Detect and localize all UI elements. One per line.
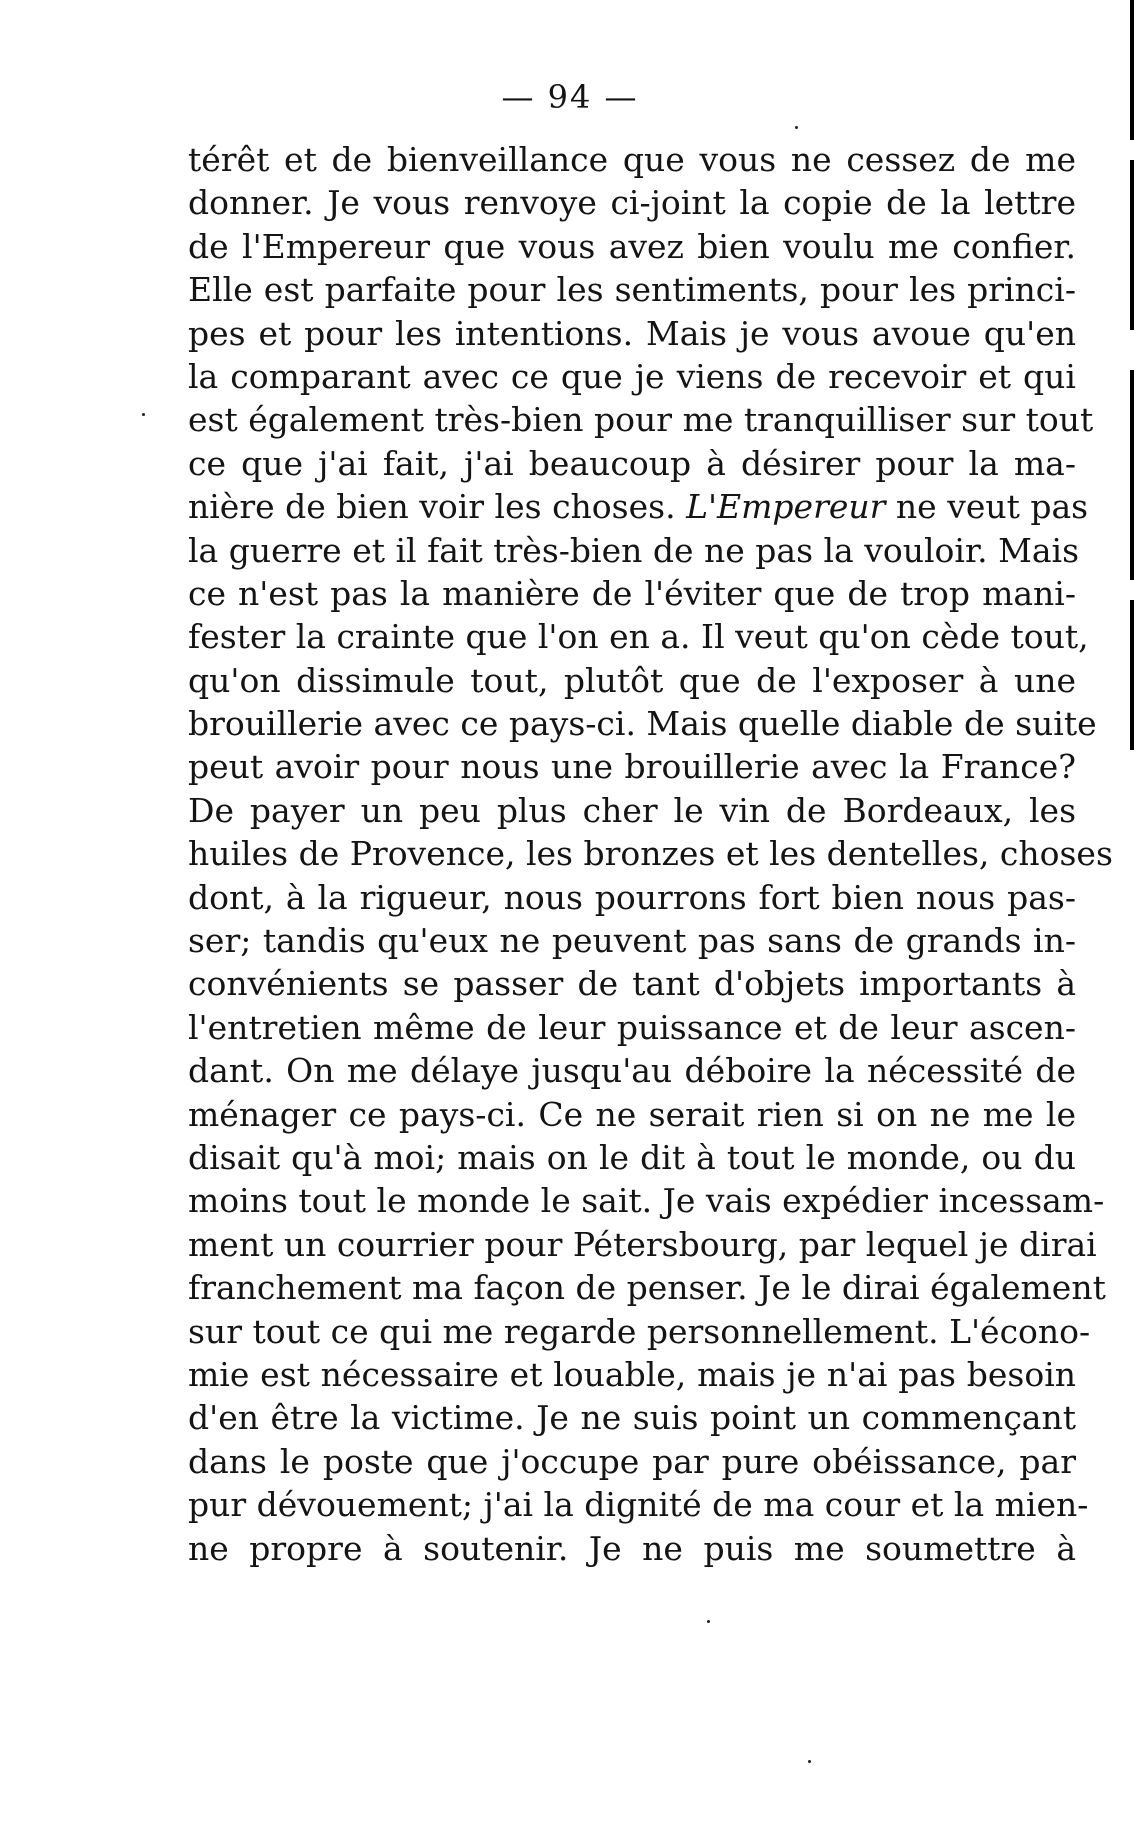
- text-segment: ne veut pas: [895, 487, 1089, 527]
- body-text: [188, 138, 1113, 1570]
- text-line: peut avoir pour nous une brouillerie avec la France?: [188, 747, 1076, 787]
- scan-speck: [142, 413, 145, 416]
- text-line-emperor: [188, 485, 1089, 528]
- text-line: ce que j'ai fait, j'ai beaucoup à désirer pour la ma-: [188, 443, 1076, 483]
- text-line: la comparant avec ce que je viens de recevoir et qui: [188, 356, 1076, 396]
- scan-speck: [795, 126, 798, 129]
- text-line: De payer un peu plus cher le vin de Bordeaux, les: [188, 790, 1076, 830]
- text-line: Elle est parfaite pour les sentiments, pour les princi-: [188, 270, 1076, 310]
- scan-edge-mark: [1130, 370, 1134, 580]
- text-line: ser; tandis qu'eux ne peuvent pas sans de grands in-: [188, 921, 1076, 961]
- text-line: pes et pour les intentions. Mais je vous avoue qu'en: [188, 313, 1076, 353]
- text-line: l'entretien même de leur puissance et de leur ascen-: [188, 1007, 1076, 1047]
- text-line: moins tout le monde le sait. Je vais expédier incessam-: [188, 1181, 1105, 1221]
- text-line: ce n'est pas la manière de l'éviter que de trop mani-: [188, 573, 1076, 613]
- text-line: pur dévouement; j'ai la dignité de ma cour et la mien-: [188, 1485, 1089, 1525]
- text-line: franchement ma façon de penser. Je le dirai également: [188, 1268, 1106, 1308]
- text-line: sur tout ce qui me regarde personnellement. L'écono-: [188, 1311, 1091, 1351]
- text-line: donner. Je vous renvoye ci-joint la copie de la lettre: [188, 183, 1076, 223]
- text-line: d'en être la victime. Je ne suis point un commençant: [188, 1398, 1076, 1438]
- text-line: de l'Empereur que vous avez bien voulu me confier.: [188, 226, 1076, 266]
- text-line: ne propre à soutenir. Je ne puis me soumettre à: [188, 1528, 1076, 1568]
- text-segment: nière de bien voir les choses.: [188, 487, 676, 527]
- scan-edge-mark: [1130, 0, 1134, 140]
- text-line: huiles de Provence, les bronzes et les dentelles, choses: [188, 834, 1113, 874]
- text-line: dant. On me délaye jusqu'au déboire la nécessité de: [188, 1051, 1076, 1091]
- text-line: mie est nécessaire et louable, mais je n'ai pas besoin: [188, 1354, 1076, 1394]
- scan-speck: [707, 1620, 710, 1623]
- text-line: dans le poste que j'occupe par pure obéissance, par: [188, 1441, 1076, 1481]
- text-line: térêt et de bienveillance que vous ne cessez de me: [188, 140, 1076, 179]
- text-line: convénients se passer de tant d'objets importants à: [188, 964, 1076, 1004]
- italic-emperor: L'Empereur: [686, 487, 886, 527]
- text-line: ment un courrier pour Pétersbourg, par lequel je dirai: [188, 1224, 1097, 1264]
- page-number: — 94 —: [501, 78, 639, 116]
- text-line: la guerre et il fait très-bien de ne pas la vouloir. Mais: [188, 530, 1080, 570]
- text-line: brouillerie avec ce pays-ci. Mais quelle diable de suite: [188, 704, 1097, 744]
- scan-edge-mark: [1130, 160, 1134, 330]
- text-line: fester la crainte que l'on en a. Il veut qu'on cède tout,: [188, 617, 1089, 657]
- text-line: est également très-bien pour me tranquilliser sur tout: [188, 400, 1094, 440]
- scan-edge-mark: [1130, 600, 1134, 750]
- text-line: dont, à la rigueur, nous pourrons fort bien nous pas-: [188, 877, 1076, 917]
- text-line: qu'on dissimule tout, plutôt que de l'exposer à une: [188, 660, 1076, 700]
- scan-speck: [808, 1760, 811, 1763]
- text-line: disait qu'à moi; mais on le dit à tout le monde, ou du: [188, 1137, 1076, 1177]
- text-line: ménager ce pays-ci. Ce ne serait rien si on ne me le: [188, 1094, 1076, 1134]
